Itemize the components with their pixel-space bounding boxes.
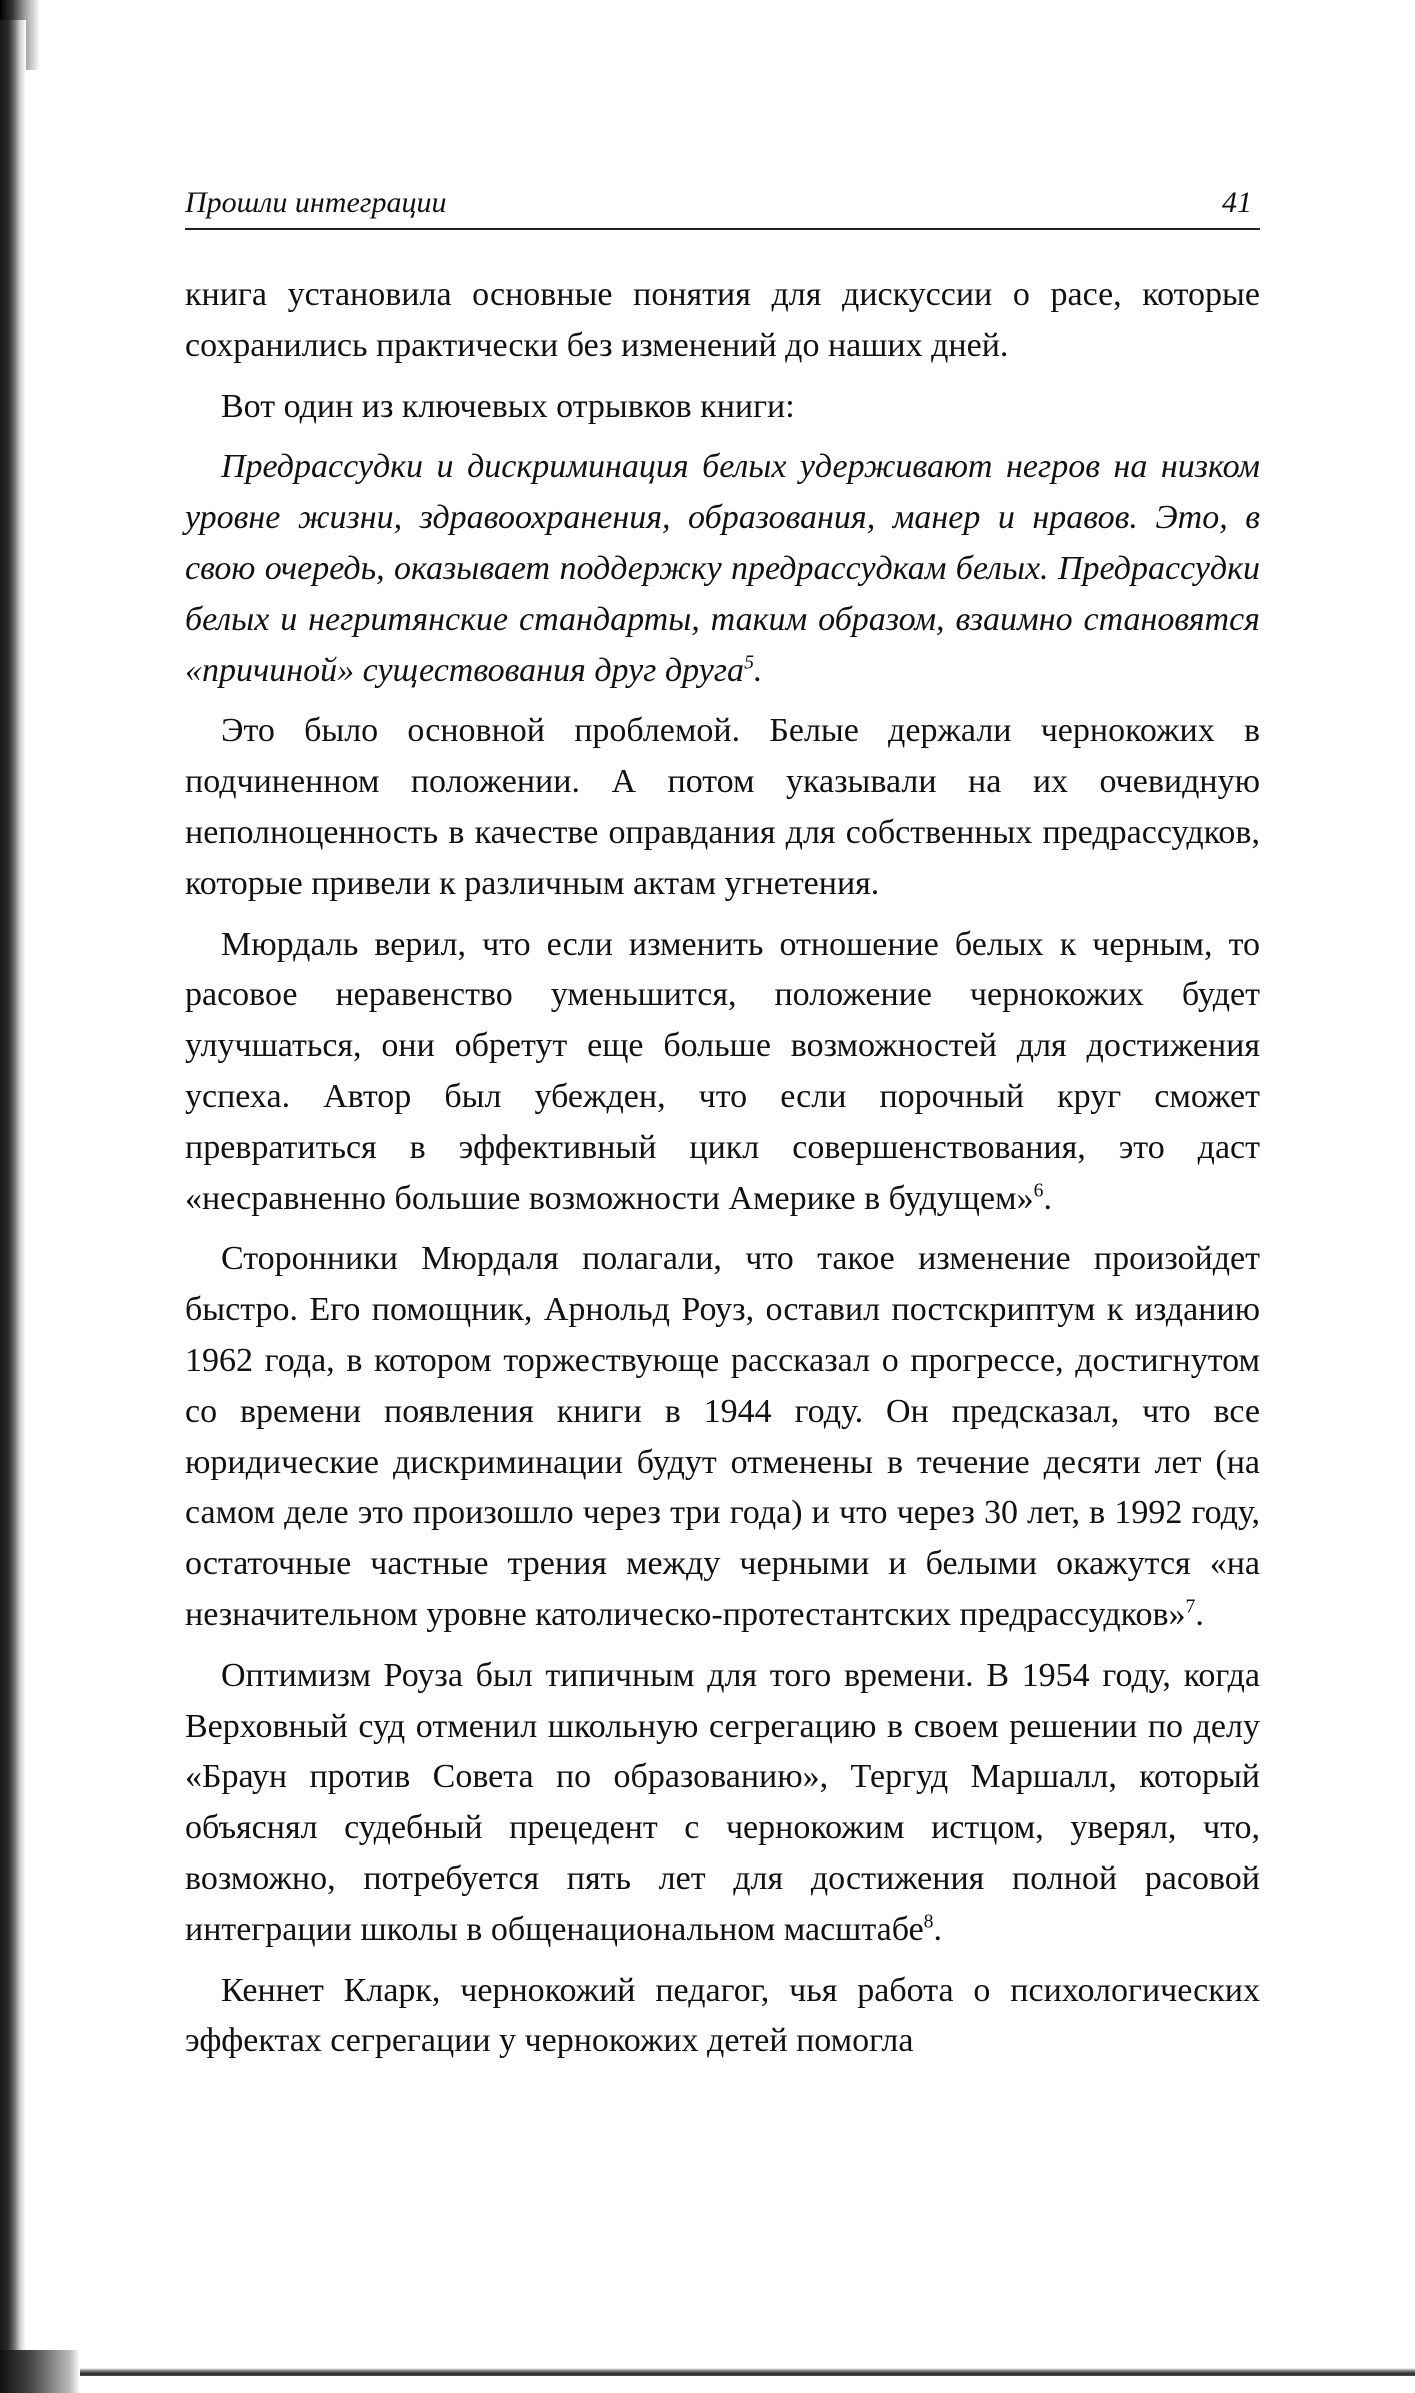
body-text <box>185 270 1260 2067</box>
footnote-marker: 8 <box>923 1910 934 1933</box>
paragraph <box>185 1234 1260 1640</box>
scan-artifact-left-edge <box>0 20 26 2360</box>
paragraph <box>185 1966 1260 2068</box>
footnote-marker: 6 <box>1033 1179 1044 1202</box>
paragraph-text: Сторонники Мюрдаля полагали, что такое изменение произойдет быстро. Его помощник, Арнольд Роуз, оставил постскриптум к изданию 1962 года, в котором торжествующе рассказал о прогрессе, достигнутом со времени появления книги в 1944 году. Он предсказал, что все юридические дискриминации будут отменены в течение десяти лет (на самом деле это произошло через три года) и что через 30 лет, в 1992 году, остаточные частные трения между черными и белыми окажутся «на незначительном уровне католическо-протестантских предрассудков» <box>185 1240 1260 1633</box>
paragraph <box>185 382 1260 433</box>
running-title: Прошли интеграции <box>185 186 447 219</box>
paragraph-continuation <box>185 270 1260 372</box>
quote-text: Предрассудки и дискриминация белых удерживают негров на низком уровне жизни, здравоохранения, образования, манер и нравов. Это, в свою очередь, оказывает поддержку предрассудкам белых. Предрассудки белых и негритянские стандарты, таким образом, взаимно становятся «причиной» существования друг друга <box>185 448 1260 689</box>
paragraph-end: . <box>1043 1179 1052 1217</box>
running-header <box>185 180 1260 230</box>
paragraph <box>185 1651 1260 1956</box>
paragraph-text: Вот один из ключевых отрывков книги: <box>221 387 795 425</box>
paragraph-text: Оптимизм Роуза был типичным для того времени. В 1954 году, когда Верховный суд отменил школьную сегрегацию в своем решении по делу «Браун против Совета по образованию», Тергуд Маршалл, который объяснял судебный прецедент с чернокожим истцом, уверял, что, возможно, потребуется пять лет для достижения полной расовой интеграции школы в общенациональном масштабе <box>185 1656 1260 1948</box>
paragraph <box>185 920 1260 1225</box>
quote-end: . <box>753 651 763 689</box>
scan-artifact-bottom-left <box>0 2350 80 2393</box>
page-number: 41 <box>1222 186 1252 219</box>
paragraph-text: Кеннет Кларк, чернокожий педагог, чья работа о психологических эффектах сегрегации у чернокожих детей помогла <box>185 1971 1260 2060</box>
paragraph-text: Это было основной проблемой. Белые держали чернокожих в подчиненном положении. А потом указывали на их очевидную неполноценность в качестве оправдания для собственных предрассудков, которые привели к различным актам угнетения. <box>185 712 1260 902</box>
paragraph <box>185 706 1260 909</box>
footnote-marker: 7 <box>1185 1595 1196 1618</box>
scan-artifact-bottom-edge <box>0 2368 1415 2376</box>
paragraph-text: книга установила основные понятия для дискуссии о расе, которые сохранились практически без изменений до наших дней. <box>185 276 1260 364</box>
paragraph-text: Мюрдаль верил, что если изменить отношение белых к черным, то расовое неравенство уменьшится, положение чернокожих будет улучшаться, они обретут еще больше возможностей для достижения успеха. Автор был убежден, что если порочный круг сможет превратиться в эффективный цикл совершенствования, это даст «несравненно большие возможности Америке в будущем» <box>185 925 1260 1217</box>
block-quote <box>185 442 1260 696</box>
paragraph-end: . <box>933 1910 943 1948</box>
paragraph-end: . <box>1195 1595 1204 1633</box>
footnote-marker: 5 <box>744 651 754 674</box>
